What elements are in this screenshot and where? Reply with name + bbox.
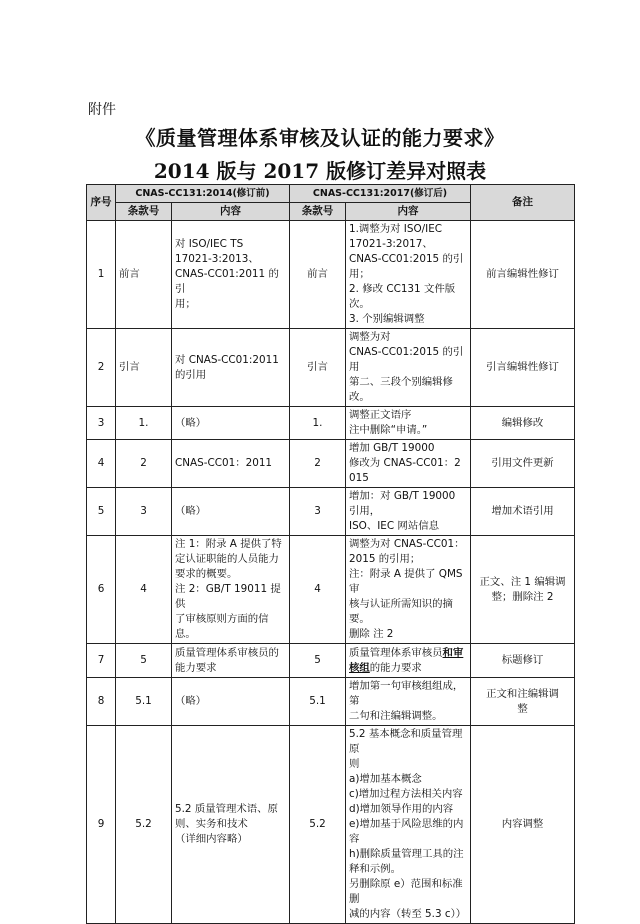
document-title: 《质量管理体系审核及认证的能力要求》	[135, 126, 505, 150]
new-clause: 1.	[290, 407, 346, 440]
new-content	[346, 644, 471, 678]
old-clause: 5.1	[116, 678, 172, 726]
row-no: 4	[87, 440, 116, 488]
remark: 引言编辑性修订	[471, 329, 575, 407]
document-subtitle: 2014 版与 2017 版修订差异对照表	[153, 159, 487, 183]
row-no: 6	[87, 536, 116, 644]
row-no: 9	[87, 726, 116, 924]
new-clause: 5.2	[290, 726, 346, 924]
row-no: 1	[87, 221, 116, 329]
old-clause: 5	[116, 644, 172, 678]
header-old-version: CNAS-CC131:2014(修订前)	[116, 185, 290, 203]
new-content: 5.2 基本概念和质量管理原 则 a)增加基本概念 c)增加过程方法相关内容 d)增加领导作用的内容 e)增加基于风险思维的内 容 h)删除质量管理工具的注 释和示例。 另删除原 e）范围和标准删 减的内容（转至 5.3 c））	[346, 726, 471, 924]
new-content: 调整正文语序 注中删除“申请。”	[346, 407, 471, 440]
row-no: 3	[87, 407, 116, 440]
new-content: 增加：对 GB/T 19000 引用， ISO、IEC 网站信息	[346, 488, 471, 536]
header-new-version: CNAS-CC131:2017(修订后)	[290, 185, 471, 203]
row-no: 7	[87, 644, 116, 678]
attachment-label: 附件	[88, 102, 116, 118]
new-content-underlined: 和审	[442, 646, 464, 659]
remark: 前言编辑性修订	[471, 221, 575, 329]
table-row	[87, 440, 575, 488]
new-content: 调整为对 CNAS-CC01： 2015 的引用； 注：附录 A 提供了 QMS 审 核与认证所需知识的摘要。 删除 注 2	[346, 536, 471, 644]
table-row	[87, 678, 575, 726]
table-header-row	[87, 185, 575, 203]
old-clause: 1.	[116, 407, 172, 440]
remark: 标题修订	[471, 644, 575, 678]
new-clause: 前言	[290, 221, 346, 329]
row-no: 2	[87, 329, 116, 407]
table-row	[87, 329, 575, 407]
new-content: 增加 GB/T 19000 修改为 CNAS-CC01：2015	[346, 440, 471, 488]
table-row	[87, 644, 575, 678]
new-clause: 3	[290, 488, 346, 536]
new-clause: 5	[290, 644, 346, 678]
new-content-part: 的能力要求	[369, 661, 422, 674]
new-clause: 引言	[290, 329, 346, 407]
header-new-content: 内容	[346, 203, 471, 221]
old-content: 5.2 质量管理术语、原 则、实务和技术 （详细内容略）	[172, 726, 290, 924]
table-row	[87, 488, 575, 536]
row-no: 5	[87, 488, 116, 536]
old-content: 对 CNAS-CC01:2011 的引用	[172, 329, 290, 407]
old-content: CNAS-CC01：2011	[172, 440, 290, 488]
header-no: 序号	[87, 185, 116, 221]
header-old-content: 内容	[172, 203, 290, 221]
old-clause: 2	[116, 440, 172, 488]
old-clause: 前言	[116, 221, 172, 329]
new-content-underlined: 核组	[349, 661, 370, 674]
row-no: 8	[87, 678, 116, 726]
header-remark: 备注	[471, 185, 575, 221]
table-row	[87, 536, 575, 644]
table-row	[87, 221, 575, 329]
old-clause: 3	[116, 488, 172, 536]
remark: 编辑修改	[471, 407, 575, 440]
old-clause: 引言	[116, 329, 172, 407]
header-old-clause: 条款号	[116, 203, 172, 221]
old-content: （略）	[172, 407, 290, 440]
remark: 正文、注 1 编辑调 整；删除注 2	[471, 536, 575, 644]
new-clause: 4	[290, 536, 346, 644]
old-content: （略）	[172, 678, 290, 726]
old-content: 质量管理体系审核员的 能力要求	[172, 644, 290, 678]
old-clause: 5.2	[116, 726, 172, 924]
remark: 内容调整	[471, 726, 575, 924]
new-content: 1.调整为对 ISO/IEC 17021-3:2017、 CNAS-CC01:2015 的引 用； 2. 修改 CC131 文件版次。 3. 个别编辑调整	[346, 221, 471, 329]
remark: 正文和注编辑调 整	[471, 678, 575, 726]
old-content: （略）	[172, 488, 290, 536]
old-clause: 4	[116, 536, 172, 644]
comparison-table	[86, 184, 575, 924]
new-content: 调整为对 CNAS-CC01:2015 的引用 第二、三段个别编辑修改。	[346, 329, 471, 407]
old-content: 注 1：附录 A 提供了特 定认证职能的人员能力 要求的概要。 注 2：GB/T 19011 提供 了审核原则方面的信 息。	[172, 536, 290, 644]
new-clause: 5.1	[290, 678, 346, 726]
table-row	[87, 407, 575, 440]
new-content-part: 质量管理体系审核员	[349, 646, 443, 659]
new-clause: 2	[290, 440, 346, 488]
remark: 引用文件更新	[471, 440, 575, 488]
new-content: 增加第一句审核组组成，第 二句和注编辑调整。	[346, 678, 471, 726]
old-content: 对 ISO/IEC TS 17021-3:2013、 CNAS-CC01:2011 的引 用；	[172, 221, 290, 329]
table-row	[87, 726, 575, 924]
header-new-clause: 条款号	[290, 203, 346, 221]
remark: 增加术语引用	[471, 488, 575, 536]
